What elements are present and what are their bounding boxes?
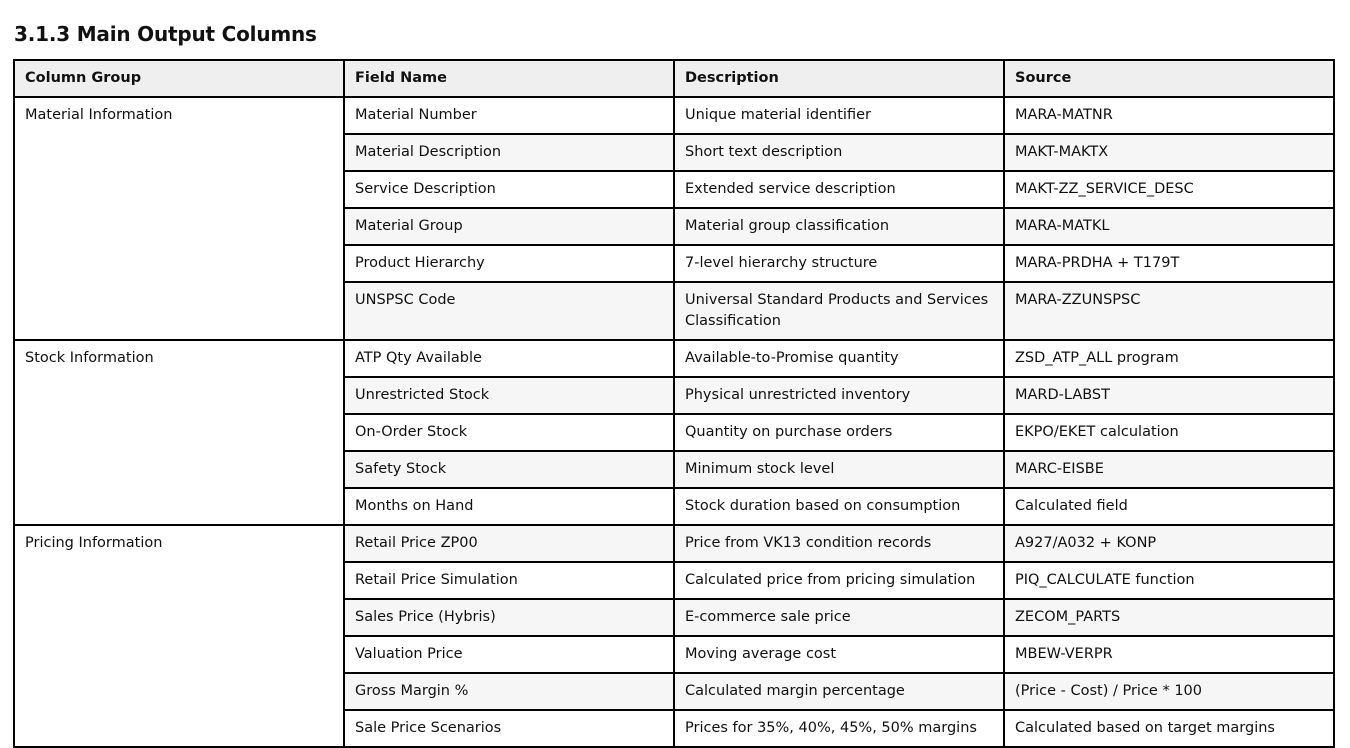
description-cell: Price from VK13 condition records	[674, 525, 1004, 562]
field-name-cell: Unrestricted Stock	[344, 377, 674, 414]
description-cell: E-commerce sale price	[674, 599, 1004, 636]
table-header-row	[14, 60, 1334, 97]
source-cell: PIQ_CALCULATE function	[1004, 562, 1334, 599]
description-cell: 7-level hierarchy structure	[674, 245, 1004, 282]
source-cell: MAKT-MAKTX	[1004, 134, 1334, 171]
description-cell: Calculated margin percentage	[674, 673, 1004, 710]
output-columns-table	[13, 59, 1335, 748]
field-name-cell: Months on Hand	[344, 488, 674, 525]
source-cell: MARA-ZZUNSPSC	[1004, 282, 1334, 340]
field-name-cell: Sale Price Scenarios	[344, 710, 674, 747]
source-cell: Calculated field	[1004, 488, 1334, 525]
header-description: Description	[674, 60, 1004, 97]
column-group-cell: Stock Information	[14, 340, 344, 525]
table-row	[14, 97, 1334, 134]
field-name-cell: ATP Qty Available	[344, 340, 674, 377]
source-cell: MARA-MATNR	[1004, 97, 1334, 134]
source-cell: MARC-EISBE	[1004, 451, 1334, 488]
field-name-cell: On-Order Stock	[344, 414, 674, 451]
table-row	[14, 340, 1334, 377]
field-name-cell: Retail Price ZP00	[344, 525, 674, 562]
source-cell: MBEW-VERPR	[1004, 636, 1334, 673]
field-name-cell: Product Hierarchy	[344, 245, 674, 282]
header-column-group: Column Group	[14, 60, 344, 97]
description-cell: Unique material identifier	[674, 97, 1004, 134]
source-cell: MAKT-ZZ_SERVICE_DESC	[1004, 171, 1334, 208]
source-cell: MARA-PRDHA + T179T	[1004, 245, 1334, 282]
field-name-cell: Material Description	[344, 134, 674, 171]
description-cell: Short text description	[674, 134, 1004, 171]
source-cell: (Price - Cost) / Price * 100	[1004, 673, 1334, 710]
description-cell: Available-to-Promise quantity	[674, 340, 1004, 377]
field-name-cell: Material Group	[344, 208, 674, 245]
description-cell: Minimum stock level	[674, 451, 1004, 488]
header-field-name: Field Name	[344, 60, 674, 97]
field-name-cell: Service Description	[344, 171, 674, 208]
section-title: 3.1.3 Main Output Columns	[14, 22, 317, 46]
header-source: Source	[1004, 60, 1334, 97]
field-name-cell: Material Number	[344, 97, 674, 134]
description-cell: Material group classification	[674, 208, 1004, 245]
source-cell: MARA-MATKL	[1004, 208, 1334, 245]
field-name-cell: Safety Stock	[344, 451, 674, 488]
table-body	[14, 97, 1334, 747]
description-cell: Physical unrestricted inventory	[674, 377, 1004, 414]
source-cell: ZECOM_PARTS	[1004, 599, 1334, 636]
source-cell: ZSD_ATP_ALL program	[1004, 340, 1334, 377]
description-cell: Calculated price from pricing simulation	[674, 562, 1004, 599]
field-name-cell: Valuation Price	[344, 636, 674, 673]
source-cell: MARD-LABST	[1004, 377, 1334, 414]
field-name-cell: Gross Margin %	[344, 673, 674, 710]
description-cell: Universal Standard Products and Services Classification	[674, 282, 1004, 340]
source-cell: A927/A032 + KONP	[1004, 525, 1334, 562]
column-group-cell: Pricing Information	[14, 525, 344, 747]
table-row	[14, 525, 1334, 562]
source-cell: Calculated based on target margins	[1004, 710, 1334, 747]
field-name-cell: UNSPSC Code	[344, 282, 674, 340]
description-cell: Stock duration based on consumption	[674, 488, 1004, 525]
source-cell: EKPO/EKET calculation	[1004, 414, 1334, 451]
field-name-cell: Sales Price (Hybris)	[344, 599, 674, 636]
column-group-cell: Material Information	[14, 97, 344, 340]
description-cell: Extended service description	[674, 171, 1004, 208]
description-cell: Prices for 35%, 40%, 45%, 50% margins	[674, 710, 1004, 747]
description-cell: Quantity on purchase orders	[674, 414, 1004, 451]
field-name-cell: Retail Price Simulation	[344, 562, 674, 599]
description-cell: Moving average cost	[674, 636, 1004, 673]
